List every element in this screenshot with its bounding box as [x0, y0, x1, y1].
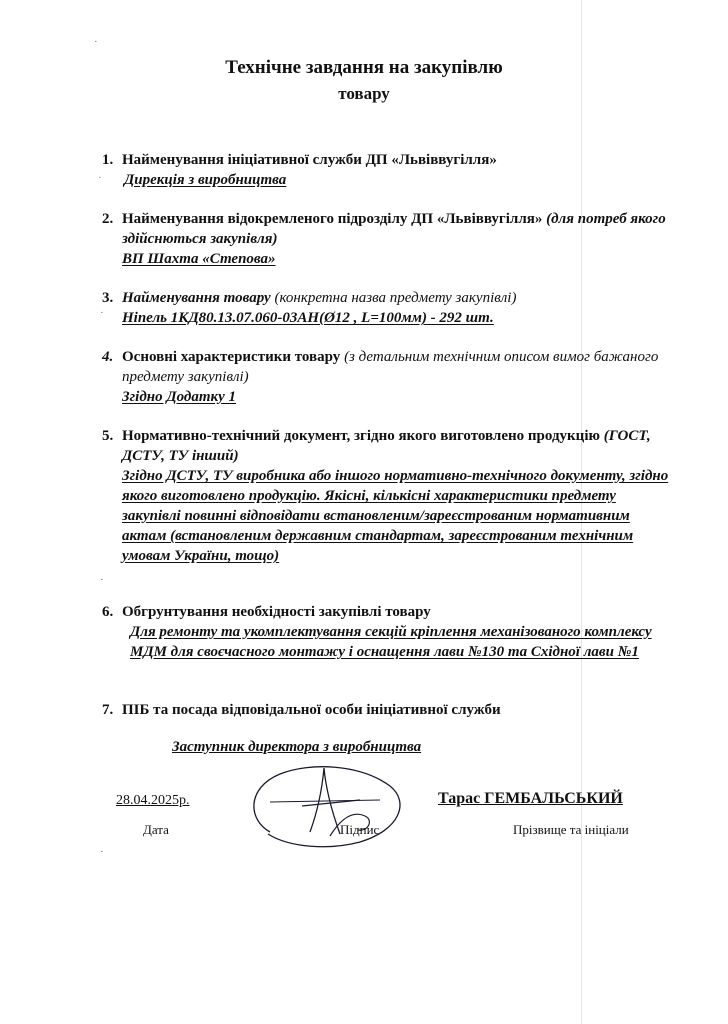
date-value: 28.04.2025р.: [116, 793, 190, 808]
handwritten-signature: [240, 760, 410, 855]
section-number: 6.: [102, 604, 114, 620]
section-answer: ВП Шахта «Степова»: [122, 251, 276, 267]
section-heading: ПІБ та посада відповідальної особи ініціативної служби: [122, 702, 501, 718]
section-3: [102, 288, 672, 328]
responsible-position: Заступник директора з виробництва: [172, 739, 422, 755]
scan-speck: ·: [98, 172, 102, 184]
section-heading: Найменування ініціативної служби ДП «Львіввугілля»: [122, 152, 497, 168]
scan-speck: ·: [100, 574, 104, 586]
section-note: (з детальним технічним описом вимог бажаного предмету закупівлі): [122, 349, 659, 385]
section-answer: Для ремонту та укомплектування секцій кріплення механізованого комплексу МДМ для своєчасного монтажу і оснащення лави №130 та Східної лави №1: [130, 624, 652, 660]
section-2: [102, 209, 672, 269]
scan-speck: ·: [100, 846, 104, 858]
signatory-name: Тарас ГЕМБАЛЬСЬКИЙ: [438, 790, 623, 807]
document-subtitle: товару: [338, 84, 390, 103]
name-label: Прізвище та ініціали: [513, 822, 629, 837]
section-4: [102, 347, 672, 407]
section-note: (конкретна назва предмету закупівлі): [274, 290, 517, 306]
section-heading: Основні характеристики товару: [122, 349, 341, 365]
section-answer: Ніпель 1КД80.13.07.060-03АН(Ø12 , L=100мм) - 292 шт.: [122, 310, 494, 326]
section-heading: Обгрунтування необхідності закупівлі товару: [122, 604, 431, 620]
section-note: (для потреб якого здійснються закупівля): [122, 211, 666, 247]
section-7: [102, 700, 672, 720]
section-number: 3.: [102, 290, 114, 306]
section-number: 7.: [102, 702, 114, 718]
section-number: 2.: [102, 211, 114, 227]
scan-speck: ·: [94, 36, 98, 48]
document-title: Технічне завдання на закупівлю: [225, 57, 503, 78]
section-answer: Дирекція з виробництва: [124, 172, 287, 188]
section-6: [102, 602, 672, 662]
signature-label: Підпис: [340, 822, 380, 837]
section-number: 5.: [102, 428, 114, 444]
section-note: (ГОСТ, ДСТУ, ТУ інший): [122, 428, 651, 464]
section-heading: Найменування відокремленого підрозділу ДП «Львіввугілля»: [122, 211, 543, 227]
date-label: Дата: [143, 822, 169, 837]
section-answer: Згідно Додатку 1: [122, 389, 237, 405]
section-heading: Найменування товару: [122, 290, 271, 306]
section-answer: Згідно ДСТУ, ТУ виробника або іншого нормативно-технічного документу, згідно якого виготовлено продукцію. Якісні, кількісні характеристики предмету закупівлі повинні відповідати встановленим/зареєстрованим нормативним актам (встановленим державним стандартам, зареєстрованим технічним умовам України, тощо): [122, 468, 669, 564]
section-number: 1.: [102, 152, 114, 168]
section-heading: Нормативно-технічний документ, згідно якого виготовлено продукцію: [122, 428, 600, 444]
section-1: [102, 150, 672, 190]
section-5: [102, 426, 672, 566]
scan-speck: ·: [100, 307, 104, 319]
section-number: 4.: [102, 349, 114, 365]
